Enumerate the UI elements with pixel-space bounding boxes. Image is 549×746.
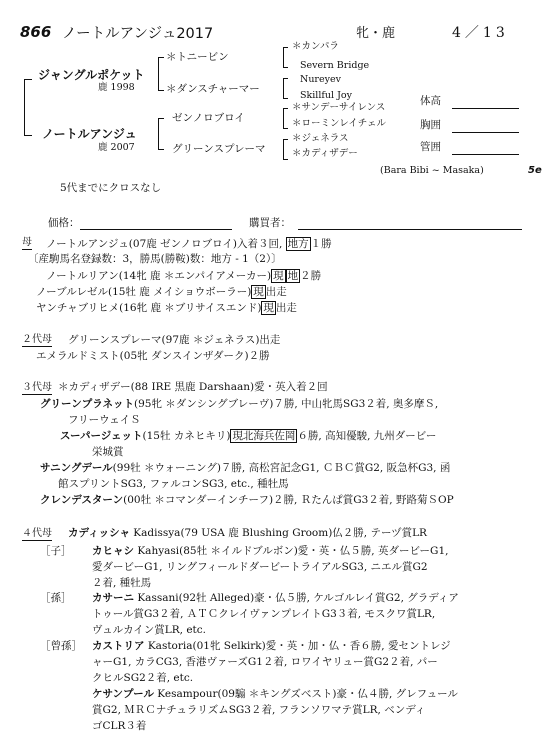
second-dam-line-2: エメラルドミスト(05牝 ダンスインザダーク)２勝 <box>36 350 270 362</box>
fourth-dam-tag-3: ［曾孫］ <box>40 640 82 652</box>
fourth-dam-line-1: カディッシャ Kadissya(79 USA 鹿 Blushing Groom)仏２勝, テーヅ賞LR <box>68 527 427 539</box>
buyer-label: 購買者： <box>249 217 291 229</box>
fourth-dam-entry-4-l2: 賞G2, ＭＲＣナチュラリズムSG3２着, フランソワマテ賞LR, ベンディ <box>92 704 426 716</box>
g3-1: ＊カンパラ <box>292 41 339 52</box>
fourth-dam-label: ４代母 <box>22 528 52 539</box>
chest-label: 胸囲 <box>420 119 441 131</box>
fourth-dam-entry-1-l3: ２着, 種牡馬 <box>92 577 152 589</box>
g3-8: ＊カディザデー <box>292 148 358 159</box>
fourth-dam-entry-1: カヒャシ Kahyasi(85牡 ＊イルドブルボン)愛・英・仏５勝, 英ダービーG1, <box>92 545 449 557</box>
cannon-label: 管囲 <box>420 141 441 153</box>
fourth-dam-tag-1: ［子］ <box>40 545 72 557</box>
dam-name: ノートルアンジュ <box>42 127 137 141</box>
third-dam-entry-1: グリーンプラネット(95牝 ＊ダンシングブレーヴ)７勝, 中山牝馬SG3２着, 奥多摩Ｓ, <box>40 398 439 410</box>
g3-6: ＊ローミンレイチェル <box>292 118 387 129</box>
third-dam-entry-3-cont: 館スプリントSG3, ファルコンSG3, etc., 種牡馬 <box>58 478 289 490</box>
page-number: 4／13 <box>452 25 509 41</box>
fourth-dam-entry-4: ケサンプール Kesampour(09騸 ＊キングズベスト)豪・仏４勝, グレフュール <box>92 688 458 700</box>
dam-section-label: 母 <box>22 237 32 248</box>
g3-2: Severn Bridge <box>300 60 370 71</box>
sex-color: 牝・鹿 <box>356 26 396 41</box>
dam-dam: グリーンスプレーマ <box>172 143 266 155</box>
dam-line-1: ノートルアンジュ(07鹿 ゼンノロブロイ)入着３回, 地方 １勝 <box>46 238 332 250</box>
fourth-dam-tag-2: ［孫］ <box>40 592 72 604</box>
sire-info: 鹿 1998 <box>98 82 135 93</box>
dam-offspring-2: ノーブルレゼル(15牡 鹿 メイショウボーラー) 現 出走 <box>36 286 287 298</box>
second-dam-line-1: グリーンスプレーマ(97鹿 ＊ジェネラス)出走 <box>68 334 281 346</box>
fourth-dam-entry-3: カストリア Kastoria(01牝 Selkirk)愛・英・加・仏・香６勝, 愛セントレジ <box>92 640 451 652</box>
g3-4: Skillful Joy <box>300 90 352 101</box>
g3-7: ＊ジェネラス <box>292 133 349 144</box>
fourth-dam-entry-2-l2: トゥール賞G3２着, ＡＴＣクレイヴァンプレイトG3３着, モスクワ賞LR, <box>92 608 436 620</box>
fourth-dam-entry-4-l3: ゴCLR３着 <box>92 720 147 732</box>
horse-name: ノートルアンジュ2017 <box>62 26 214 42</box>
sire-dam: ＊ダンスチャーマー <box>166 83 260 95</box>
third-dam-label: ３代母 <box>22 382 52 393</box>
family-note: (Bara Bibi ~ Masaka) <box>380 165 484 176</box>
lot-number: 866 <box>20 23 52 41</box>
buyer-field[interactable] <box>298 229 522 230</box>
height-label: 体高 <box>420 95 441 107</box>
fourth-dam-entry-3-l3: クヒルSG2２着, etc. <box>92 672 194 684</box>
cross-note: 5代までにクロスなし <box>60 182 162 194</box>
fourth-dam-entry-3-l2: ャーG1, カラCG3, 香港ヴァーズG1２着, ロワイヤリュー賞G2２着, パー <box>92 656 438 668</box>
dam-line-2: 〔産駒馬名登録数：3，勝馬(勝鞍)数：地方 - 1（2）〕 <box>28 253 282 265</box>
g3-3: Nureyev <box>300 74 341 85</box>
family-number: 5e <box>528 165 542 176</box>
third-dam-entry-4: クレンデスターン(00牡 ＊コマンダーインチーフ)２勝, Ｒたんぱ賞G3２着, 野路菊ＳOP <box>40 494 454 506</box>
price-label: 価格： <box>48 217 80 229</box>
price-field[interactable] <box>80 229 232 230</box>
sire-name: ジャングルポケット <box>38 68 145 82</box>
third-dam-line-1: ＊カディザデー(88 IRE 黒鹿 Darshaan)愛・英入着２回 <box>58 381 328 393</box>
third-dam-entry-2: スーパージェット(15牡 カネヒキリ) 現北海兵佐岡 ６勝, 高知優駿, 九州ダービー <box>60 430 437 442</box>
third-dam-entry-3: サニングデール(99牡 ＊ウォーニング)７勝, 高松宮記念G1, ＣＢＣ賞G2, 阪急杯G3, 函 <box>40 462 451 474</box>
third-dam-entry-2-cont: 栄城賞 <box>92 446 124 458</box>
fourth-dam-entry-2: カサーニ Kassani(92牡 Alleged)豪・仏５勝, ケルゴルレイ賞G2, グラディア <box>92 592 459 604</box>
dam-sire: ゼンノロブロイ <box>172 112 245 124</box>
dam-offspring-1: ノートルリアン(14牝 鹿 ＊エンパイアメーカー) 現 地 ２勝 <box>46 270 322 282</box>
dam-offspring-3: ヤンチャブリヒメ(16牝 鹿 ＊ブリサイスエンド) 現 出走 <box>36 302 297 314</box>
fourth-dam-entry-1-l2: 愛ダービーG1, リングフィールドダービートライアルSG3, ニエル賞G2 <box>92 561 428 573</box>
dam-info: 鹿 2007 <box>98 142 135 153</box>
g3-5: ＊サンデーサイレンス <box>292 102 386 113</box>
fourth-dam-entry-2-l3: ヴュルカイン賞LR, etc. <box>92 624 206 636</box>
third-dam-entry-1-cont: フリーウェイＳ <box>68 414 141 426</box>
second-dam-label: ２代母 <box>22 334 52 345</box>
sire-sire: ＊トニービン <box>166 51 229 63</box>
